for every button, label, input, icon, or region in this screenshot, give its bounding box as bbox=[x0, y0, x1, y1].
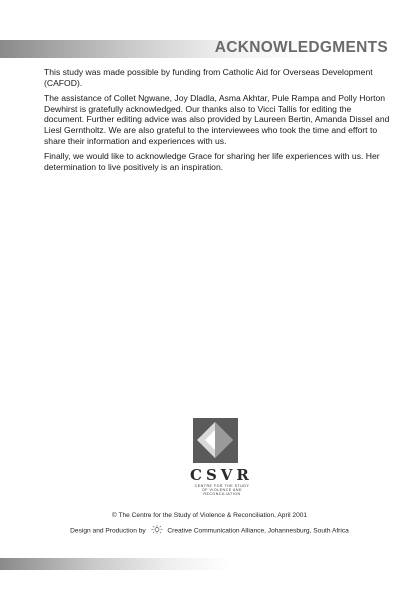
credit-prefix: Design and Production by bbox=[70, 527, 146, 535]
credit-suffix: Creative Communication Alliance, Johannesburg, South Africa bbox=[167, 527, 349, 535]
copyright-line: © The Centre for the Study of Violence & Reconciliation, April 2001 bbox=[111, 512, 308, 519]
credit-line bbox=[0, 525, 419, 536]
cca-sun-icon bbox=[151, 525, 163, 536]
csvr-subtitle: CENTRE FOR THE STUDY OF VIOLENCE AND RECONCILIATION bbox=[194, 484, 250, 496]
page-title: ACKNOWLEDGMENTS bbox=[214, 39, 388, 56]
paragraph-funding: This study was made possible by funding from Catholic Aid for Overseas Development (CAFOD). bbox=[44, 67, 373, 88]
csvr-letters: CSVR bbox=[190, 466, 253, 484]
csvr-logo bbox=[190, 418, 260, 498]
csvr-logo-mark bbox=[193, 418, 238, 463]
paragraph-grace: Finally, we would like to acknowledge Grace for sharing her life experiences with us. Her determination to live positively is an inspiration. bbox=[44, 151, 380, 172]
acknowledgments-body bbox=[44, 67, 390, 177]
footer-gradient-band bbox=[0, 558, 230, 570]
paragraph-assistance: The assistance of Collet Ngwane, Joy Dladla, Asma Akhtar, Pule Rampa and Polly Horton Dewhirst is gratefully acknowledged. Our thanks also to Vicci Tallis for editing the document. Further editing advice was also provided by Laureen Bertin, Amanda Dissel and Liesl Gerntholtz. We are also grateful to the interviewees who took the time and effort to share their information and experiences with us. bbox=[44, 93, 390, 146]
diamond-icon bbox=[193, 418, 238, 463]
